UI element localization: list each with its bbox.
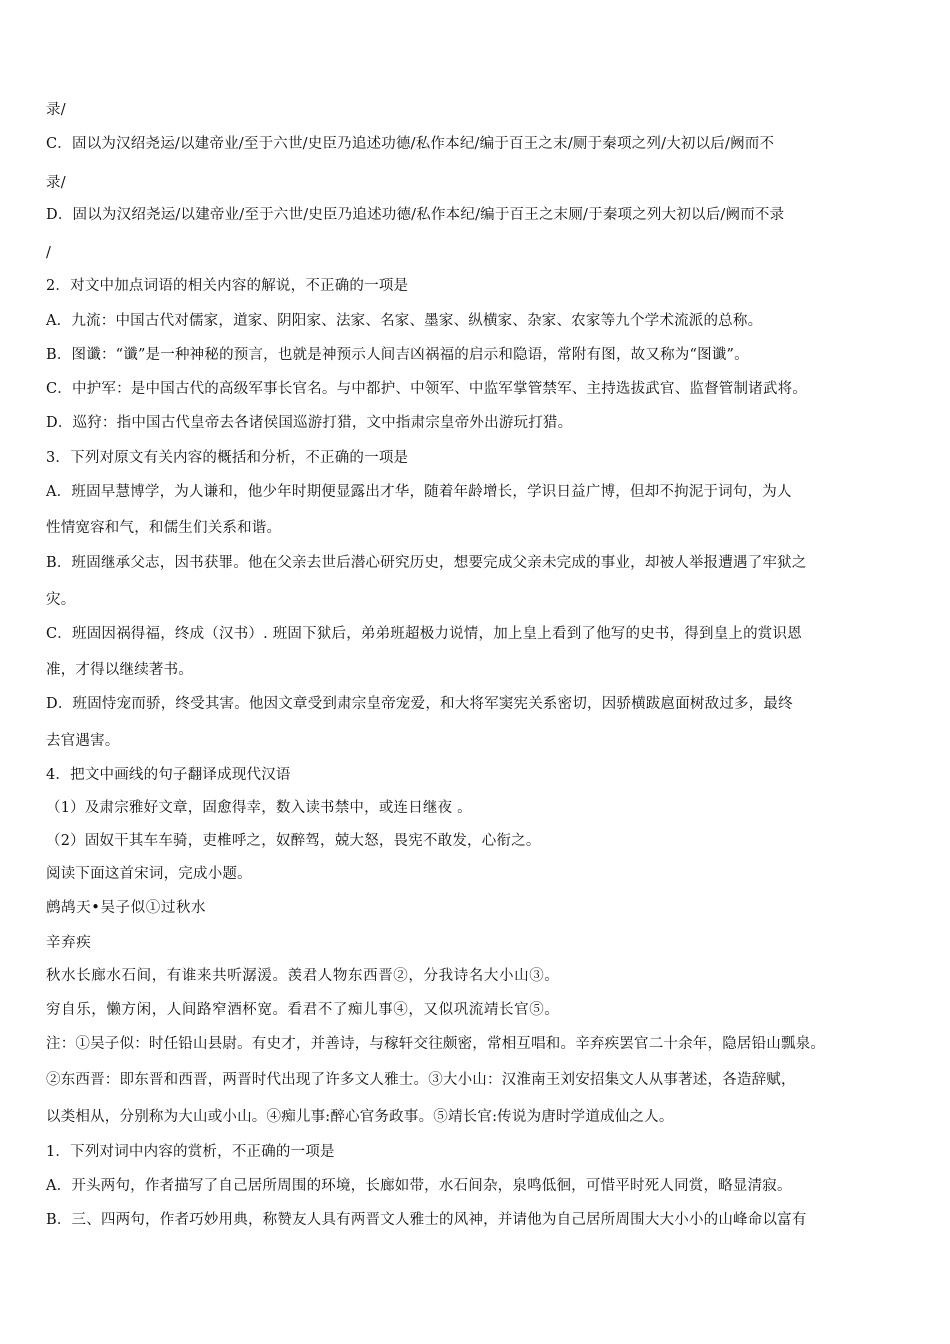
q3-option-b: B．班固继承父志，因书获罪。他在父亲去世后潜心研究历史，想要完成父亲未完成的事业，却被人举报遭遇了牢狱之 <box>46 555 807 571</box>
text-line: 录/ <box>46 175 66 191</box>
pq1-option-b: B．三、四两句，作者巧妙用典，称赞友人具有两晋文人雅士的风神，并请他为自己居所周围大大小小的山峰命以富有 <box>46 1212 807 1228</box>
question-2: 2．对文中加点词语的相关内容的解说，不正确的一项是 <box>46 278 409 294</box>
q3-option-c: C．班固因祸得福，终成（汉书）. 班固下狱后，弟弟班超极力说情，加上皇上看到了他写的史书，得到皇上的赏识恩 <box>46 626 802 642</box>
option-c-line: C．固以为汉绍尧运/以建帝业/至于六世/史臣乃追述功德/私作本纪/编于百王之末/厕于秦项之列/大初以后/阙而不 <box>46 136 775 152</box>
pq1-option-a: A．开头两句，作者描写了自己居所周围的环境，长廊如带，水石间杂，泉鸣低徊，可惜平时死人同赏，略显清寂。 <box>46 1178 792 1194</box>
text-line: 性情宽容和气，和儒生们关系和谐。 <box>46 520 282 536</box>
poem-question-1: 1．下列对词中内容的赏析，不正确的一项是 <box>46 1144 335 1160</box>
poem-line-1: 秋水长廊水石间，有谁来共听潺湲。羡君人物东西晋②，分我诗名大小山③。 <box>46 968 560 984</box>
poem-title: 鹧鸪天•吴子似①过秋水 <box>46 900 207 916</box>
question-4: 4．把文中画线的句子翻译成现代汉语 <box>46 767 291 783</box>
poem-note: ②东西晋：即东晋和西晋，两晋时代出现了许多文人雅士。③大小山：汉淮南王刘安招集文人从事著述，各造辞赋， <box>46 1072 796 1088</box>
q2-option-d: D．巡狩：指中国古代皇帝去各诸侯国巡游打猎，文中指肃宗皇帝外出游玩打猎。 <box>46 415 573 431</box>
q3-option-d: D．班固恃宠而骄，终受其害。他因文章受到肃宗皇帝宠爱，和大将军窦宪关系密切，因骄横跋扈面树敌过多，最终 <box>46 696 793 712</box>
question-3: 3．下列对原文有关内容的概括和分析，不正确的一项是 <box>46 450 409 466</box>
q2-option-a: A．九流：中国古代对儒家，道家、阴阳家、法家、名家、墨家、纵横家、杂家、农家等九个学术流派的总称。 <box>46 313 763 329</box>
poem-note: 注：①吴子似：时任铅山县尉。有史才，并善诗，与稼轩交往颇密，常相互唱和。辛弃疾罢官二十余年，隐居铅山瓢泉。 <box>46 1036 826 1052</box>
text-line: 准，才得以继续著书。 <box>46 662 193 678</box>
poem-note: 以类相从，分别称为大山或小山。④痴儿事:醉心官务政事。⑤靖长官:传说为唐时学道成仙之人。 <box>46 1109 674 1125</box>
option-d-line: D．固以为汉绍尧运/以建帝业/至于六世/史臣乃追述功德/私作本纪/编于百王之末厕/于秦项之列大初以后/阙而不录 <box>46 207 785 223</box>
text-line: 录/ <box>46 102 66 118</box>
poem-line-2: 穷自乐，懒方闲，人间路窄酒杯宽。看君不了痴儿事④，又似巩流靖长官⑤。 <box>46 1002 560 1018</box>
reading-instruction: 阅读下面这首宋词，完成小题。 <box>46 866 252 882</box>
q4-sentence-1: （1）及肃宗雅好文章，固愈得幸，数入读书禁中，或连日继夜 。 <box>46 800 472 816</box>
text-line: 去官遇害。 <box>46 733 120 749</box>
q2-option-c: C．中护军：是中国古代的高级军事长官名。与中都护、中领军、中监军掌管禁军、主持选拔武官、监督管制诸武将。 <box>46 381 807 397</box>
q3-option-a: A．班固早慧博学，为人谦和，他少年时期便显露出才华，随着年龄增长，学识日益广博，但却不拘泥于词句，为人 <box>46 484 792 500</box>
q2-option-b: B．图谶：“谶”是一种神秘的预言，也就是神预示人间吉凶祸福的启示和隐语，常附有图，故又称为“图谶”。 <box>46 347 749 363</box>
text-line: / <box>46 245 52 261</box>
q4-sentence-2: （2）固奴干其车车骑，吏椎呼之，奴醉驾，兢大怒，畏宪不敢发，心衔之。 <box>46 833 541 849</box>
text-line: 灾。 <box>46 592 76 608</box>
poem-author: 辛弃疾 <box>46 935 92 951</box>
